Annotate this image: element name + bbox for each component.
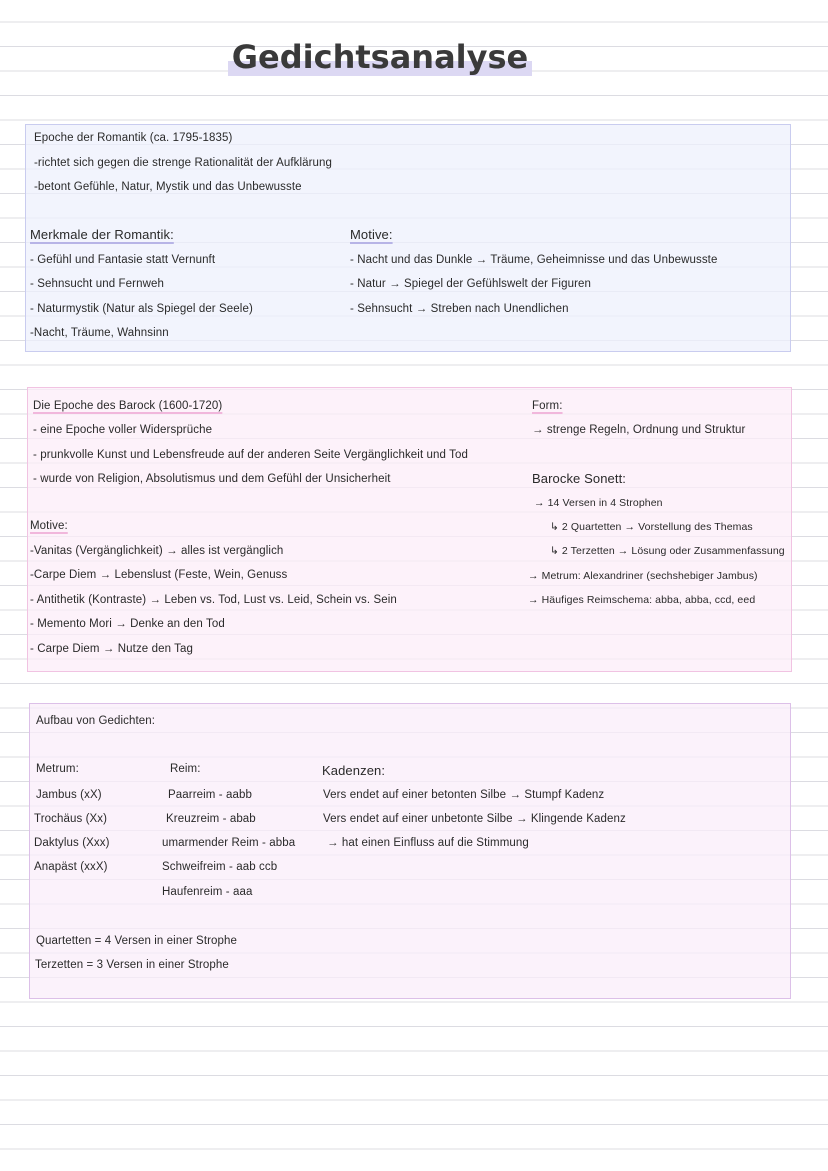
reim-item: Kreuzreim - abab [166, 813, 256, 825]
aufbau-heading: Aufbau von Gedichten: [36, 715, 156, 727]
kadenzen-item: Vers endet auf einer betonten Silbe → Stumpf Kadenz [323, 789, 605, 801]
metrum-item: Trochäus (Xx) [34, 813, 108, 825]
barock-motive-item: - Carpe Diem → Nutze den Tag [30, 643, 194, 655]
romantik-heading: Epoche der Romantik (ca. 1795-1835) [34, 132, 233, 144]
form-text: → strenge Regeln, Ordnung und Struktur [532, 424, 746, 436]
reim-item: Paarreim - aabb [168, 789, 252, 801]
metrum-heading: Metrum: [36, 763, 79, 775]
aufbau-box [29, 703, 791, 999]
kadenzen-item: → hat einen Einfluss auf die Stimmung [327, 837, 529, 849]
romantik-motive-heading: Motive: [350, 227, 393, 242]
sonett-item: → Häufiges Reimschema: abba, abba, ccd, eed [528, 594, 756, 606]
reim-heading: Reim: [170, 763, 201, 775]
sonett-item: → 14 Versen in 4 Strophen [534, 497, 663, 509]
metrum-item: Anapäst (xxX) [34, 861, 108, 873]
definition-line: Quartetten = 4 Versen in einer Strophe [36, 935, 238, 947]
reim-item: umarmender Reim - abba [162, 837, 296, 849]
romantik-intro-line: -richtet sich gegen die strenge Rationalität der Aufklärung [34, 157, 333, 169]
barock-heading: Die Epoche des Barock (1600-1720) [33, 400, 223, 412]
romantik-motive-item: - Sehnsucht → Streben nach Unendlichen [350, 303, 569, 315]
sonett-heading: Barocke Sonett: [532, 471, 626, 486]
barock-motive-heading: Motive: [30, 520, 68, 532]
form-heading: Form: [532, 400, 563, 412]
merkmale-item: -Nacht, Träume, Wahnsinn [30, 327, 169, 339]
sonett-item: → Metrum: Alexandriner (sechshebiger Jambus) [528, 570, 758, 582]
sonett-item: ↳ 2 Quartetten → Vorstellung des Themas [550, 521, 753, 533]
page-title [0, 38, 760, 76]
metrum-item: Jambus (xX) [36, 789, 102, 801]
romantik-motive-item: - Nacht und das Dunkle → Träume, Geheimnisse und das Unbewusste [350, 254, 718, 266]
barock-motive-item: - Memento Mori → Denke an den Tod [30, 618, 225, 630]
barock-intro-line: - eine Epoche voller Widersprüche [33, 424, 213, 436]
barock-motive-item: -Carpe Diem → Lebenslust (Feste, Wein, Genuss [30, 569, 288, 581]
merkmale-item: - Naturmystik (Natur als Spiegel der Seele) [30, 303, 253, 315]
romantik-motive-item: - Natur → Spiegel der Gefühlswelt der Figuren [350, 278, 591, 290]
metrum-item: Daktylus (Xxx) [34, 837, 110, 849]
barock-motive-item: - Antithetik (Kontraste) → Leben vs. Tod, Lust vs. Leid, Schein vs. Sein [30, 594, 397, 606]
definition-line: Terzetten = 3 Versen in einer Strophe [35, 959, 229, 971]
page-title-text: Gedichtsanalyse [228, 38, 532, 76]
merkmale-item: - Sehnsucht und Fernweh [30, 278, 164, 290]
sonett-item: ↳ 2 Terzetten → Lösung oder Zusammenfassung [550, 545, 785, 557]
merkmale-item: - Gefühl und Fantasie statt Vernunft [30, 254, 216, 266]
barock-intro-line: - prunkvolle Kunst und Lebensfreude auf der anderen Seite Vergänglichkeit und Tod [33, 449, 468, 461]
barock-motive-item: -Vanitas (Vergänglichkeit) → alles ist vergänglich [30, 545, 284, 557]
kadenzen-item: Vers endet auf einer unbetonte Silbe → Klingende Kadenz [323, 813, 626, 825]
kadenzen-heading: Kadenzen: [322, 763, 386, 778]
merkmale-heading: Merkmale der Romantik: [30, 227, 174, 242]
barock-intro-line: - wurde von Religion, Absolutismus und dem Gefühl der Unsicherheit [33, 473, 391, 485]
reim-item: Haufenreim - aaa [162, 886, 253, 898]
romantik-intro-line: -betont Gefühle, Natur, Mystik und das Unbewusste [34, 181, 302, 193]
reim-item: Schweifreim - aab ccb [162, 861, 278, 873]
